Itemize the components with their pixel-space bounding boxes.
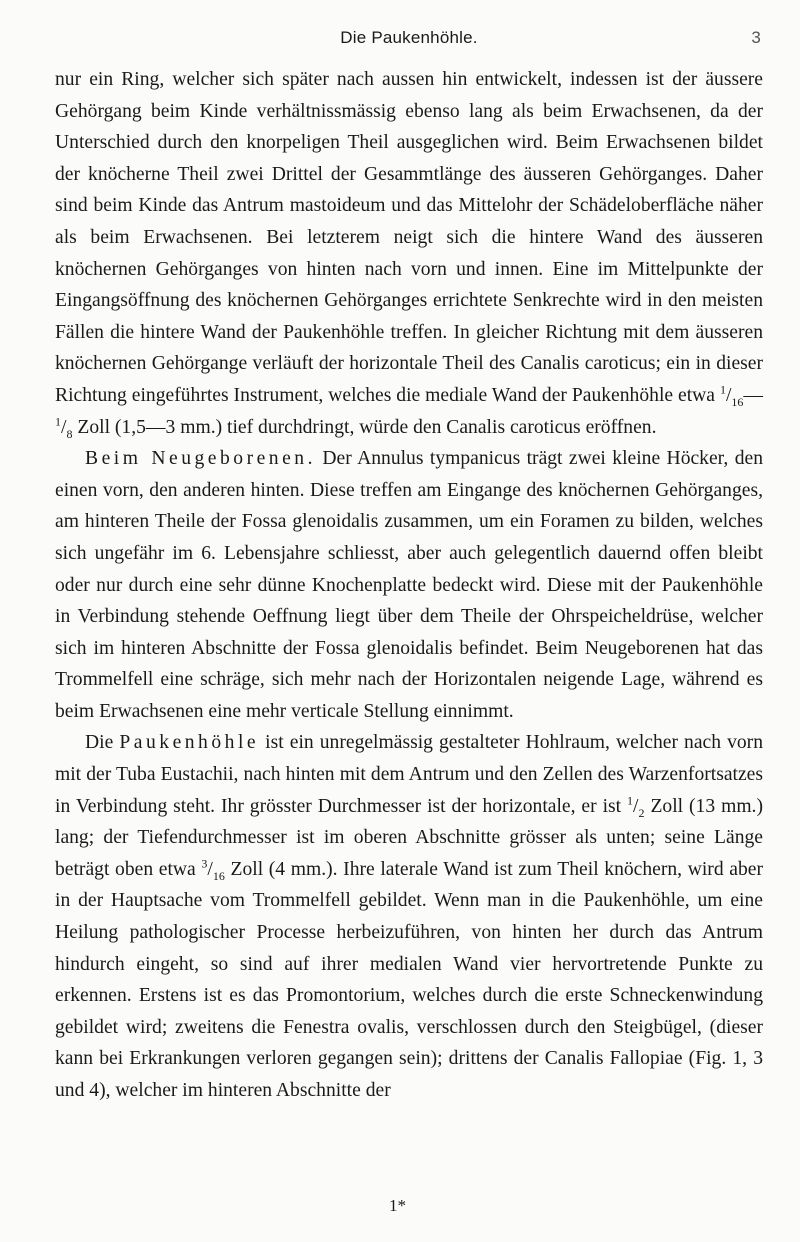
section-lead-paukenhoehle: Paukenhöhle bbox=[119, 732, 260, 754]
paragraph-1-text: nur ein Ring, welcher sich später nach aussen hin entwickelt, indessen ist der äussere Gehörgang beim Kinde verhältnissmässig ebenso lang als beim Erwachsenen, da der Unterschied durch den knorpeligen Theil ausgeglichen wird. Beim Erwachsenen bildet der knöcherne Theil zwei Drittel der Gesammtlänge des äusseren Gehörganges. Daher sind beim Kinde das Antrum mastoideum und das Mittelohr der Schädeloberfläche näher als beim Erwachsenen. Bei letzterem neigt sich die hintere Wand des äusseren knöchernen Gehörganges von hinten nach vorn und innen. Eine im Mittelpunkte der Eingangsöffnung des knöchernen Gehörganges errichtete Senkrechte wird in den meisten Fällen die hintere Wand der Paukenhöhle treffen. In gleicher Richtung mit dem äusseren knöchernen Gehörgange verläuft der horizontale Theil des Canalis caroticus; ein in dieser Richtung eingeführtes Instrument, welches die mediale Wand der Paukenhöhle etwa bbox=[55, 69, 763, 406]
body-text bbox=[55, 64, 763, 1107]
fraction-numerator: 1 bbox=[55, 414, 61, 428]
book-page bbox=[55, 28, 763, 1107]
fraction-denominator: 8 bbox=[66, 426, 73, 441]
fraction-dash: — bbox=[743, 384, 763, 406]
paragraph-2 bbox=[55, 443, 763, 727]
fraction-denominator: 2 bbox=[638, 805, 645, 820]
running-head bbox=[55, 28, 763, 54]
page-number: 3 bbox=[751, 28, 761, 47]
paragraph-3-text-a: ist ein unregelmässig gestalteter Hohlraum, welcher nach vorn mit der Tuba Eustachii, nach hinten mit dem Antrum und den Zellen des Warzenfortsatzes in Verbindung steht. Ihr grösster Durchmesser ist der horizontale, er ist bbox=[55, 732, 764, 817]
paragraph-3-text-b: Zoll (13 mm.) lang; der Tiefendurchmesser ist im oberen Abschnitte grösser als unten; seine Länge beträgt oben etwa bbox=[55, 795, 763, 880]
paragraph-1: nur ein Ring, welcher sich später nach aussen hin entwickelt, indessen ist der äussere Gehörgang beim Kinde verhältnissmässig ebenso lang als beim Erwachsenen, da der Unterschied durch den knorpeligen Theil ausgeglichen wird. Beim Erwachsenen bildet der knöcherne Theil zwei Drittel der Gesammtlänge des äusseren Gehörganges. Daher sind beim Kinde das Antrum mastoideum und das Mittelohr der Schädeloberfläche näher als beim Erwachsenen. Bei letzterem neigt sich die hintere Wand des äusseren knöchernen Gehörganges von hinten nach vorn und innen. Eine im Mittelpunkte der Eingangsöffnung des knöchernen Gehörganges errichtete Senkrechte wird in den meisten Fällen die hintere Wand der Paukenhöhle treffen. In gleicher Richtung mit dem äusseren knöchernen Gehörgange verläuft der horizontale Theil des Canalis caroticus; ein in dieser Richtung eingeführtes Instrument, welches die mediale Wand der Paukenhöhle etwa $^1/_{16}—^1/_8$ Zoll (1,5—3 mm.) tief durchdringt, würde den Canalis caroticus eröffnen. bbox=[55, 69, 763, 441]
paragraph-3-lead-article: Die bbox=[85, 732, 114, 754]
section-lead-newborn: Beim Neugeborenen. bbox=[85, 448, 316, 470]
paragraph-3-text-c: Zoll (4 mm.). Ihre laterale Wand ist zum Theil knöchern, wird aber in der Hauptsache vom Trommelfell gebildet. Wenn man in die Paukenhöhle, um eine Heilung pathologischer Processe herbeizuführen, von hinten her durch das Antrum hindurch eingeht, so sind auf ihrer medialen Wand vier hervortretende Punkte zu erkennen. Erstens ist es das Promontorium, welches durch die erste Schneckenwindung gebildet wird; zweitens die Fenestra ovalis, verschlossen durch den Steigbügel, (dieser kann bei Erkrankungen verloren gegangen sein); drittens der Canalis Fallopiae (Fig. 1, 3 und 4), welcher im hinteren Abschnitte der bbox=[55, 858, 763, 1101]
paragraph-1-end: Zoll (1,5—3 mm.) tief durchdringt, würde den Canalis caroticus eröffnen. bbox=[77, 416, 657, 438]
running-title: Die Paukenhöhle. bbox=[340, 28, 478, 47]
fraction-denominator: 16 bbox=[731, 394, 744, 409]
fraction-numerator: 1 bbox=[627, 793, 634, 808]
sheet-signature: 1* bbox=[389, 1196, 406, 1215]
fraction-numerator: 3 bbox=[201, 856, 208, 871]
paragraph-2-text: Der Annulus tympanicus trägt zwei kleine Höcker, den einen vorn, den anderen hinten. Diese treffen am Eingange des knöchernen Gehörganges, am hinteren Theile der Fossa glenoidalis zusammen, um ein Foramen zu bilden, welches sich ungefähr im 6. Lebensjahre schliesst, aber auch gelegentlich dauernd offen bleibt oder nur durch eine sehr dünne Knochenplatte bedeckt wird. Diese mit der Paukenhöhle in Verbindung stehende Oeffnung liegt über dem Theile der Ohrspeicheldrüse, welcher sich im hinteren Abschnitte der Fossa glenoidalis befindet. Beim Neugeborenen hat das Trommelfell eine schräge, sich mehr nach der Horizontalen neigende Lage, während es beim Erwachsenen eine mehr verticale Stellung einnimmt. bbox=[55, 448, 763, 722]
paragraph-3: Die Paukenhöhle ist ein unregelmässig gestalteter Hohlraum, welcher nach vorn mit der Tuba Eustachii, nach hinten mit dem Antrum und den Zellen des Warzenfortsatzes in Verbindung steht. Ihr grösster Durchmesser ist der horizontale, er ist $^1/_2$ Zoll (13 mm.) lang; der Tiefendurchmesser ist im oberen Abschnitte grösser als unten; seine Länge beträgt oben etwa $^3/_{16}$ Zoll (4 mm.). Ihre laterale Wand ist zum Theil knöchern, wird aber in der Hauptsache vom Trommelfell gebildet. Wenn man in die Paukenhöhle, um eine Heilung pathologischer Processe herbeizuführen, von hinten her durch das Antrum hindurch eingeht, so sind auf ihrer medialen Wand vier hervortretende Punkte zu erkennen. Erstens ist es das Promontorium, welches durch die erste Schneckenwindung gebildet wird; zweitens die Fenestra ovalis, verschlossen durch den Steigbügel, (dieser kann bei Erkrankungen verloren gegangen sein); drittens der Canalis Fallopiae (Fig. 1, 3 und 4), welcher im hinteren Abschnitte der bbox=[55, 732, 764, 1101]
fraction-numerator: 1 bbox=[719, 382, 726, 397]
fraction-denominator: 16 bbox=[212, 868, 225, 883]
